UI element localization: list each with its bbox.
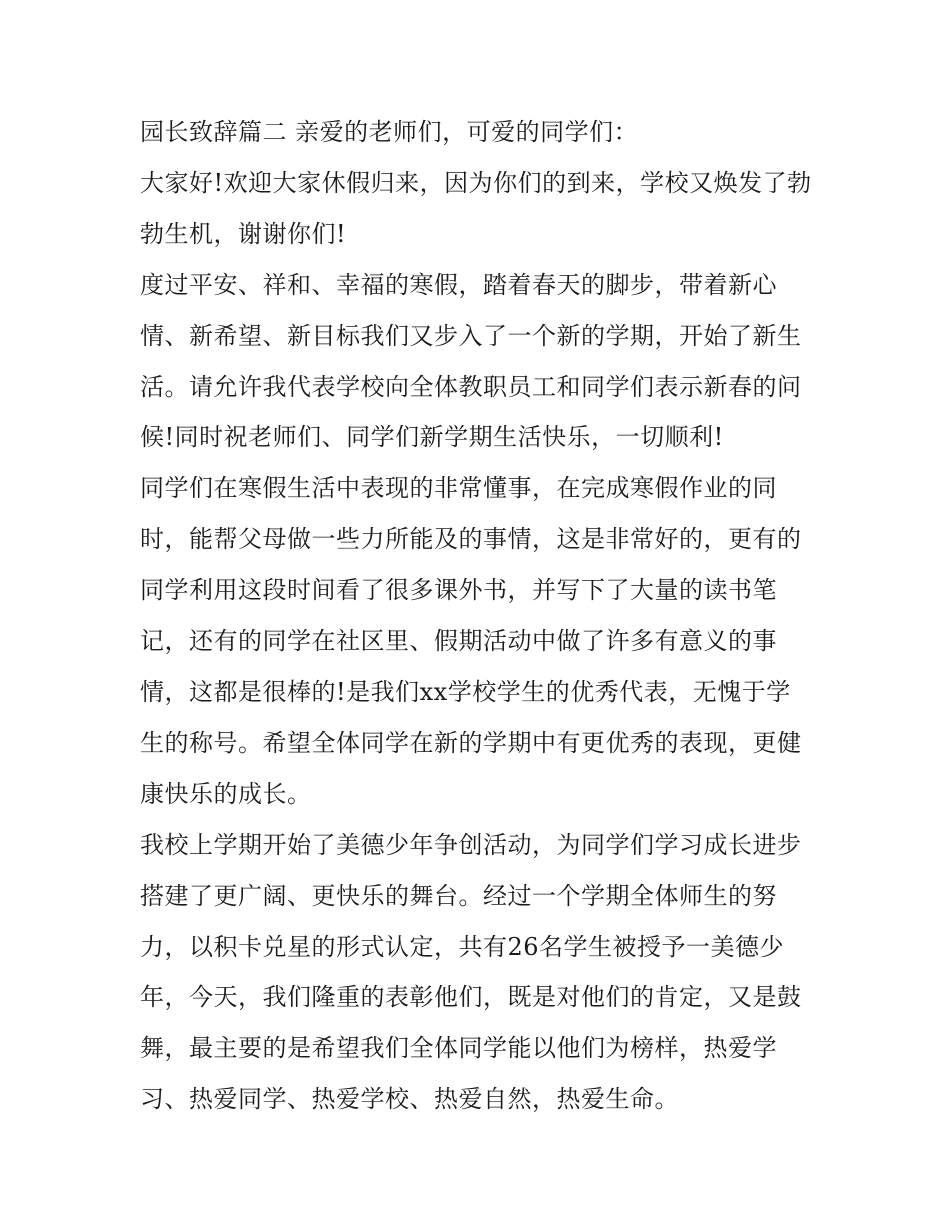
document-body [140,107,815,1125]
paragraph-winter-break: 同学们在寒假生活中表现的非常懂事，在完成寒假作业的同时，能帮父母做一些力所能及的事情，这是非常好的，更有的同学利用这段时间看了很多课外书，并写下了大量的读书笔记，还有的同学在社区里、假期活动中做了许多有意义的事情，这都是很棒的!是我们xx学校学生的优秀代表，无愧于学生的称号。希望全体同学在新的学期中有更优秀的表现，更健康快乐的成长。 [140,474,802,808]
paragraph-welcome: 大家好!欢迎大家休假归来，因为你们的到来，学校又焕发了勃勃生机，谢谢你们! [140,168,812,248]
paragraph-title-greeting: 园长致辞篇二 亲爱的老师们，可爱的同学们： [140,118,639,146]
paragraph-new-semester: 度过平安、祥和、幸福的寒假，踏着春天的脚步，带着新心情、新希望、新目标我们又步入了一个新的学期，开始了新生活。请允许我代表学校向全体教职员工和同学们表示新春的问候!同时祝老师们、同学们新学期生活快乐，一切顺利! [140,270,802,452]
paragraph-virtue-award: 我校上学期开始了美德少年争创活动，为同学们学习成长进步搭建了更广阔、更快乐的舞台。经过一个学期全体师生的努力，以积卡兑星的形式认定，共有26名学生被授予一美德少年，今天，我们隆重的表彰他们，既是对他们的肯定，又是鼓舞，最主要的是希望我们全体同学能以他们为榜样，热爱学习、热爱同学、热爱学校、热爱自然，热爱生命。 [140,830,802,1114]
